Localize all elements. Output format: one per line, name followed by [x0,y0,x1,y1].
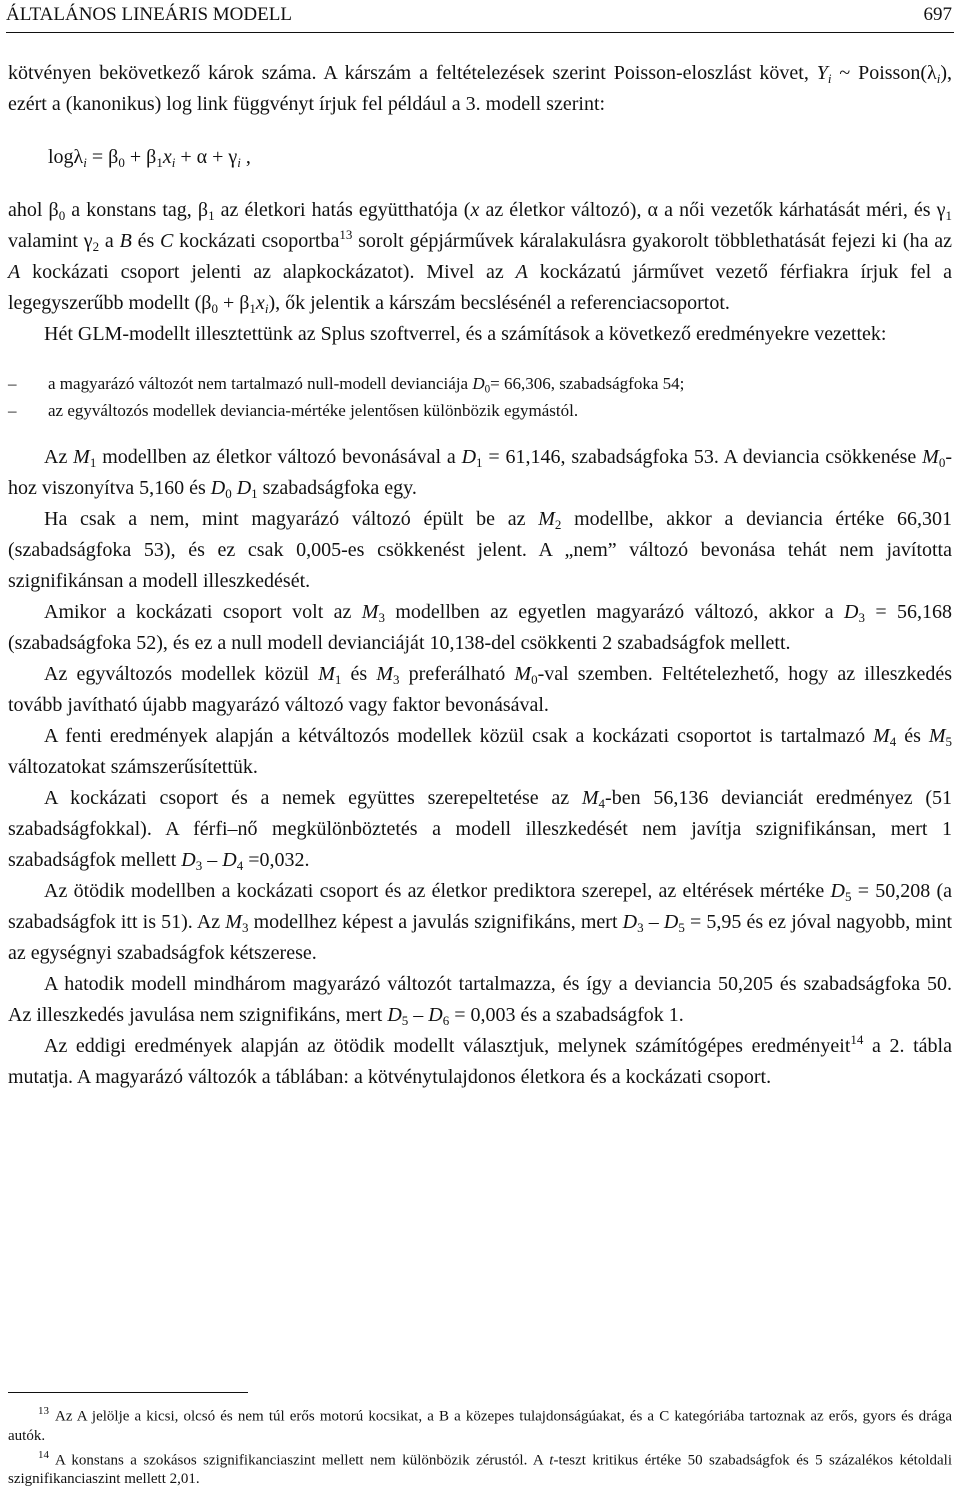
footnote-ref-14[interactable]: 14 [850,1032,864,1048]
page-number: 697 [923,4,952,25]
paragraph-7: Az egyváltozós modellek közül $M_1$ és $M_3$ preferálható $M_0$-val szemben. Feltételezhető, hogy az illeszkedés tovább javítható újabb magyarázó változó vagy faktor bevonásával. [8,663,952,716]
paragraph-9: A kockázati csoport és a nemek együttes szerepeltetése az $M_4$-ben 56,136 devianciát eredményez (51 szabadságfokkal). A férfi–nő megkülönböztetés a modell illeszkedését nem javítja szignifikánsan, mert 1 szabadságfok mellett $D_3 - D_4 =0,032$. [8,787,952,873]
footnote-14: $^{14}$ A konstans a szokásos szignifikanciaszint mellett nem különbözik zérustól. A t-teszt kritikus értéke 50 szabadságfok és 5 százalékos kétoldali szignifikanciaszint mellett 2,01. [8,1448,952,1488]
running-head-title: ÁLTALÁNOS LINEÁRIS MODELL [6,4,292,25]
footnotes [8,1402,952,1489]
results-list [8,370,952,424]
footnote-ref-13[interactable]: 13 [339,227,353,243]
paragraph-6: Amikor a kockázati csoport volt az $M_3$ modellben az egyetlen magyarázó változó, akkor a $D_3 = 56,168$ (szabadságfoka 52), és ez a null modell devianciáját 10,138-del csökkenti 2 szabadságfok mellett. [8,601,952,654]
header-rule [6,32,954,33]
paragraph-1: kötvényen bekövetkező károk száma. A kárszám a feltételezések szerint Poisson-eloszlást követ, $Y_i$ ~ $Poisson(\lambda_i)$, ezért a (kanonikus) log link függvényt írjuk fel például a 3. modell szerint: [8,62,952,115]
paragraph-3: Hét GLM-modellt illesztettünk az Splus szoftverrel, és a számítások a következő eredményekre vezettek: [44,323,887,345]
body-text [8,58,952,1093]
footnote-13: $^{13}$ Az A jelölje a kicsi, olcsó és nem túl erős motorú kocsikat, a B a közepes tulajdonságúakat, és a C kategóriába tartoznak az erős, gyors és drága autók. [8,1405,952,1444]
paragraph-11: A hatodik modell mindhárom magyarázó változót tartalmazza, és így a deviancia 50,205 és szabadságfoka 50. Az illeszkedés javulása nem szignifikáns, mert $D_5 - D_6 = 0,003$ és a szabadságfok 1. [8,973,952,1028]
paragraph-10: Az ötödik modellben a kockázati csoport és az életkor prediktora szerepel, az eltérések mértéke $D_5 = 50,208$ (a szabadságfok itt is 51). Az $M_3$ modellhez képest a javulás szignifikáns, mert $D_3 - D_5 = 5,95$ és ez jóval nagyobb, mint az egységnyi szabadságfok kétszerese. [8,880,953,964]
footnote-rule [8,1392,248,1393]
list-item: – a magyarázó változót nem tartalmazó null-modell devianciája $D_0= 66,306$, szabadságfoka 54; [8,374,685,396]
paragraph-12: Az eddigi eredmények alapján az ötödik modellt választjuk, melynek számítógépes eredményeit$^{14}$ a 2. tábla mutatja. A magyarázó változók a táblában: a kötvénytulajdonos életkora és a kockázati csoport. [8,1032,952,1088]
running-head [6,2,952,28]
list-item: – az egyváltozós modellek deviancia-mértéke jelentősen különbözik egymástól. [8,401,579,420]
paragraph-8: A fenti eredmények alapján a kétváltozós modellek közül csak a kockázati csoportot is tartalmazó $M_4$ és $M_5$ változatokat számszerűsítettük. [8,725,952,778]
paragraph-5: Ha csak a nem, mint magyarázó változó épült be az $M_2$ modellbe, akkor a deviancia értéke 66,301 (szabadságfoka 53), és ez csak 0,005-es csökkenést jelent. A „nem” változó bevonása tehát nem javította szignifikánsan a modell illeszkedését. [8,508,952,592]
paragraph-2: ahol $\beta_0$ a konstans tag, $\beta_1$ az életkori hatás együtthatója (x az életkor változó), α a női vezetők kárhatását méri, és $\gamma_1$ valamint $\gamma_2$ a B és C kockázati csoportba$^{13}$ sorolt gépjárművek káralakulásra gyakorolt többlethatását fejezi ki (ha az A kockázati csoport jelenti az alapkockázatot). Mivel az A kockázatú járművet vezető férfiakra írjuk fel a legegyszerűbb modellt $(\beta_0 + \beta_1x_i)$, ők jelentik a kárszám becslésénél a referenciacsoportot. [8,199,953,316]
log-link-formula: $\log\lambda_i = \beta_0 + \beta_1x_i + \alpha + \gamma_i$ , [48,146,251,170]
paragraph-4: Az $M_1$ modellben az életkor változó bevonásával a $D_1 = 61,146$, szabadságfoka 53. A deviancia csökkenése $M_0$-hoz viszonyítva 5,160 és $D_0$ $D_1$ szabadságfoka egy. [8,446,953,501]
footnote-mark: 14 [38,1448,49,1461]
footnote-mark: 13 [38,1405,49,1417]
